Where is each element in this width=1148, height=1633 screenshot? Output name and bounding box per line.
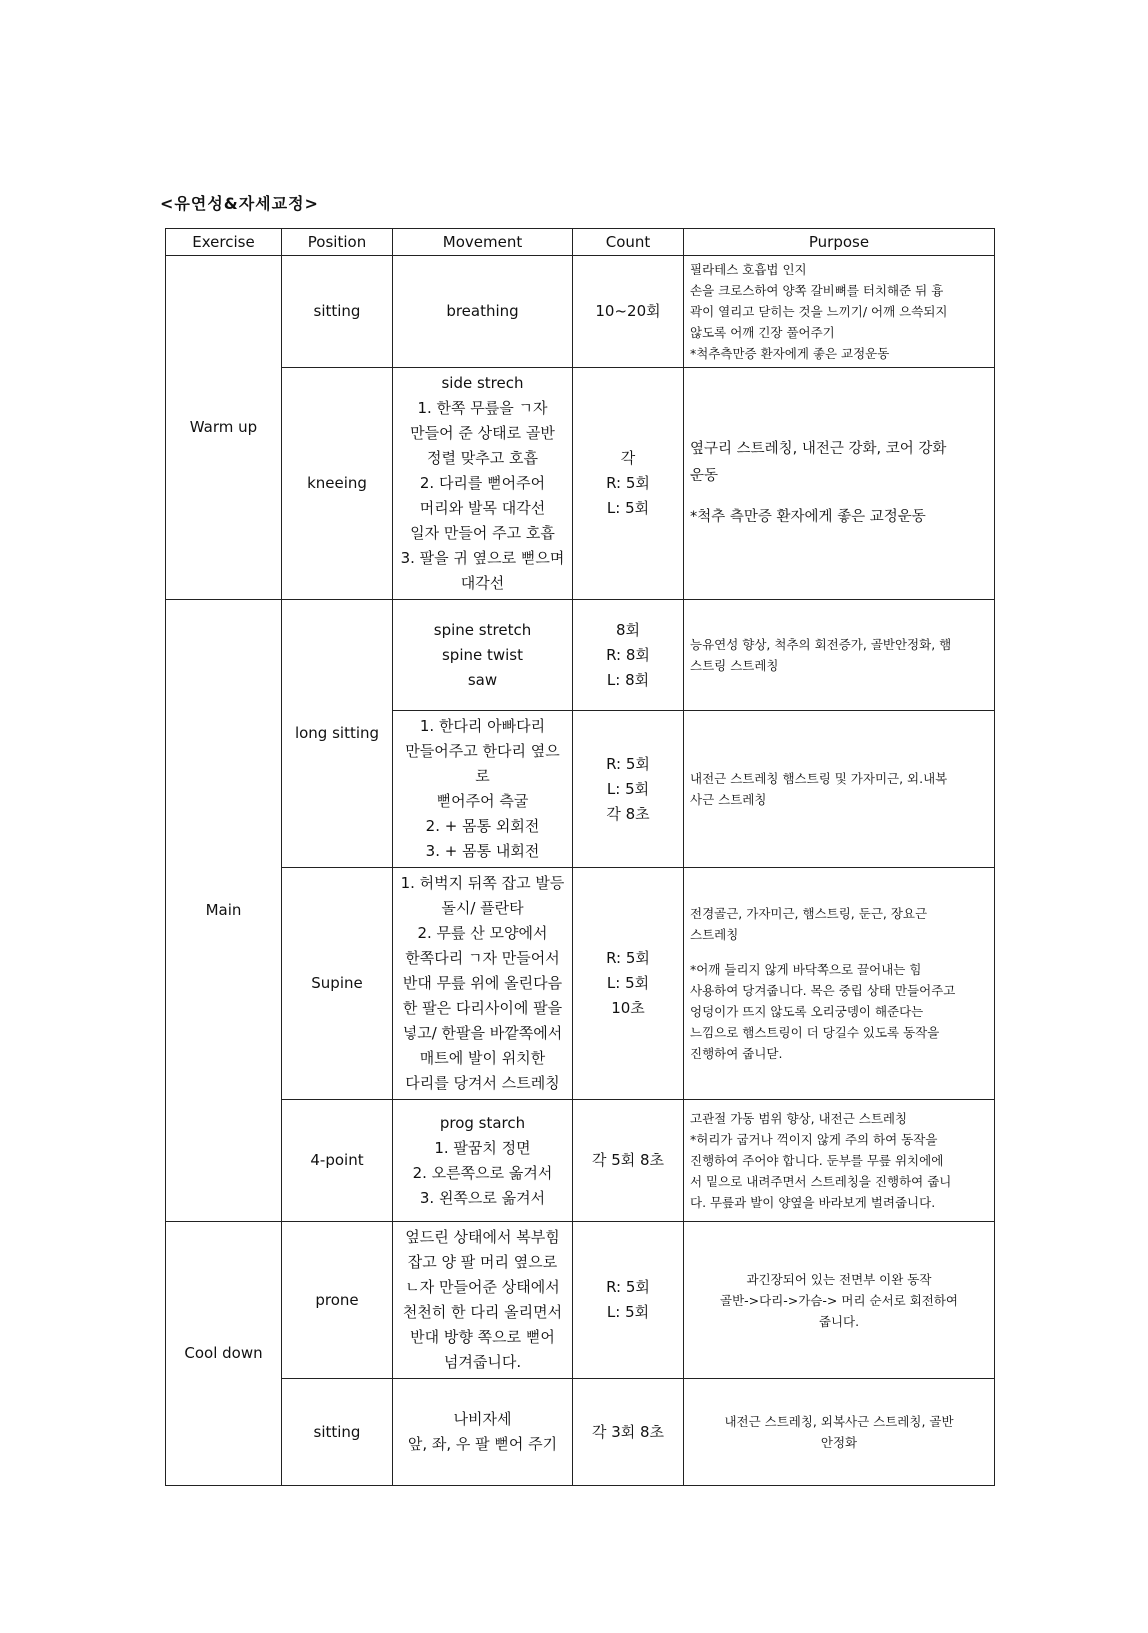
movement-line: 반대 무릎 위에 올린다음 xyxy=(402,974,563,992)
exercise-cell: Main xyxy=(166,600,282,1222)
count-cell xyxy=(573,868,684,1100)
movement-line: 1. 허벅지 뒤쪽 잡고 발등 xyxy=(400,874,565,892)
movement-cell xyxy=(393,868,573,1100)
purpose-note-line: 엉덩이가 뜨지 않도록 오리궁뎅이 해준다는 xyxy=(690,1004,924,1019)
movement-cell xyxy=(393,600,573,711)
purpose-line: 내전근 스트레칭, 외복사근 스트레칭, 골반 xyxy=(724,1414,954,1429)
position-cell: 4-point xyxy=(282,1100,393,1222)
exercise-cell: Warm up xyxy=(166,256,282,600)
purpose-note-line: 느낌으로 햄스트링이 더 당길수 있도록 동작을 xyxy=(690,1025,940,1040)
purpose-line: 곽이 열리고 닫히는 것을 느끼기/ 어깨 으쓱되지 xyxy=(690,304,948,319)
movement-line: 1. 팔꿈치 정면 xyxy=(434,1138,531,1157)
purpose-line: 능유연성 향상, 척추의 회전증가, 골반안정화, 햄 xyxy=(690,637,952,652)
position-cell: Supine xyxy=(282,868,393,1100)
movement-line: 머리와 발목 대각선 xyxy=(419,499,546,517)
count-cell xyxy=(573,600,684,711)
movement-line: 2. + 몸통 외회전 xyxy=(425,817,540,835)
movement-cell xyxy=(393,711,573,868)
purpose-line: 스트링 스트레칭 xyxy=(690,658,779,673)
purpose-cell xyxy=(684,600,995,711)
movement-line: 3. 왼쪽으로 옮겨서 xyxy=(419,1188,546,1207)
purpose-line: 고관절 가동 범위 향상, 내전근 스트레칭 xyxy=(690,1111,908,1126)
count-line: L: 5회 xyxy=(606,974,650,992)
movement-line: 만들어 준 상태로 골반 xyxy=(410,424,555,442)
table-row xyxy=(166,1222,995,1379)
purpose-line: 서 밑으로 내려주면서 스트레칭을 진행하여 줍니 xyxy=(690,1174,952,1189)
count-line: 각 5회 8초 xyxy=(591,1151,665,1169)
header-movement: Movement xyxy=(393,229,573,256)
spacer xyxy=(690,945,988,959)
spacer xyxy=(690,490,988,504)
movement-line: 반대 방향 쪽으로 뻗어 xyxy=(410,1328,555,1346)
table-row xyxy=(166,600,995,711)
position-cell: kneeing xyxy=(282,368,393,600)
purpose-note-line: 진행하여 줍니닫. xyxy=(690,1046,783,1061)
position-cell: sitting xyxy=(282,1379,393,1486)
count-cell xyxy=(573,1222,684,1379)
movement-cell xyxy=(393,256,573,368)
movement-line: 2. 무릎 산 모양에서 xyxy=(417,924,548,942)
count-line: 8회 xyxy=(615,620,641,639)
table-row xyxy=(166,256,995,368)
movement-line: 한 팔은 다리사이에 팔을 xyxy=(402,999,563,1017)
position-cell: long sitting xyxy=(282,600,393,868)
movement-line: 천천히 한 다리 올리면서 xyxy=(402,1303,563,1321)
table-row xyxy=(166,1100,995,1222)
count-line: L: 5회 xyxy=(606,779,650,798)
purpose-note-line: 사용하여 당겨줍니다. 목은 중립 상태 만들어주고 xyxy=(690,983,956,998)
purpose-line: 손을 크로스하여 양쪽 갈비뼈를 터치해준 뒤 흉 xyxy=(690,283,944,298)
purpose-line: 과긴장되어 있는 전면부 이완 동작 xyxy=(746,1271,932,1287)
purpose-line: 다. 무릎과 발이 양옆을 바라보게 벌려줍니다. xyxy=(690,1195,936,1210)
movement-line: 2. 다리를 뻗어주어 xyxy=(419,474,546,492)
purpose-line: 옆구리 스트레칭, 내전근 강화, 코어 강화 xyxy=(690,441,947,457)
purpose-cell xyxy=(684,256,995,368)
movement-line: saw xyxy=(467,670,498,689)
purpose-line: 전경골근, 가자미근, 햄스트링, 둔근, 장요근 xyxy=(690,906,928,921)
movement-line: 정렬 맞추고 호흡 xyxy=(427,449,538,467)
movement-line: spine stretch xyxy=(433,620,532,639)
count-line: R: 8회 xyxy=(606,645,650,664)
purpose-line: 골반->다리->가슴-> 머리 순서로 회전하여 xyxy=(720,1292,958,1308)
purpose-cell xyxy=(684,1100,995,1222)
movement-line: 나비자세 xyxy=(453,1410,512,1428)
movement-line: 3. + 몸통 내회전 xyxy=(425,842,540,860)
purpose-cell xyxy=(684,1222,995,1379)
count-cell xyxy=(573,368,684,600)
purpose-line: 스트레칭 xyxy=(690,927,739,942)
exercise-cell: Cool down xyxy=(166,1222,282,1486)
movement-line: 앞, 좌, 우 팔 뻗어 주기 xyxy=(407,1435,558,1453)
position-cell: sitting xyxy=(282,256,393,368)
count-line: 각 3회 8초 xyxy=(591,1422,665,1441)
count-cell xyxy=(573,1379,684,1486)
header-position: Position xyxy=(282,229,393,256)
count-line: R: 5회 xyxy=(606,474,650,492)
movement-line: breathing xyxy=(446,302,519,320)
movement-cell xyxy=(393,1222,573,1379)
movement-line: 넣고/ 한팔을 바깥쪽에서 xyxy=(402,1024,563,1042)
purpose-note-line: *어깨 들리지 않게 바닥쪽으로 끌어내는 힘 xyxy=(690,962,922,977)
movement-line: 1. 한다리 아빠다리 xyxy=(419,717,546,735)
table-header-row xyxy=(166,229,995,256)
purpose-cell xyxy=(684,1379,995,1486)
movement-cell xyxy=(393,1100,573,1222)
movement-line: 일자 만들어 주고 호흡 xyxy=(410,524,555,542)
count-line: 10~20회 xyxy=(595,302,661,320)
movement-line: 매트에 발이 위치한 xyxy=(419,1049,546,1067)
purpose-line: *척추측만증 환자에게 좋은 교정운동 xyxy=(690,346,890,361)
purpose-note: *척추 측만증 환자에게 좋은 교정운동 xyxy=(690,509,926,525)
count-line: 10초 xyxy=(611,999,645,1017)
movement-line: 잡고 양 팔 머리 옆으로 xyxy=(407,1253,558,1271)
movement-line: spine twist xyxy=(441,645,524,664)
table-row xyxy=(166,868,995,1100)
purpose-line: 않도록 어깨 긴장 풀어주기 xyxy=(690,325,835,340)
count-line: L: 5회 xyxy=(606,1303,650,1321)
header-exercise: Exercise xyxy=(166,229,282,256)
movement-line: prog starch xyxy=(439,1113,526,1132)
movement-line: 3. 팔을 귀 옆으로 뻗으며 xyxy=(400,549,565,567)
purpose-line: 필라테스 호흡법 인지 xyxy=(690,262,807,277)
movement-line: 돌시/ 플란타 xyxy=(441,899,524,917)
movement-cell xyxy=(393,1379,573,1486)
count-line: L: 5회 xyxy=(606,499,650,517)
count-line: R: 5회 xyxy=(606,754,650,773)
header-count: Count xyxy=(573,229,684,256)
movement-line: 엎드린 상태에서 복부힘 xyxy=(405,1228,560,1246)
purpose-line: 내전근 스트레칭 햄스트링 및 가자미근, 외.내복 xyxy=(690,771,948,786)
movement-line: 한쪽다리 ㄱ자 만들어서 xyxy=(405,949,560,967)
count-line: R: 5회 xyxy=(606,1278,650,1296)
movement-line: 다리를 당겨서 스트레칭 xyxy=(405,1074,560,1092)
count-line: R: 5회 xyxy=(606,949,650,967)
movement-line: 뻗어주어 측굴 xyxy=(436,792,529,810)
count-cell xyxy=(573,1100,684,1222)
purpose-line: 안정화 xyxy=(820,1435,858,1450)
purpose-line: 운동 xyxy=(690,468,719,484)
page-title: <유연성&자세교정> xyxy=(160,194,319,213)
purpose-line: 진행하여 주어야 합니다. 둔부를 무릎 위치에에 xyxy=(690,1153,944,1168)
count-line: 각 xyxy=(620,449,636,467)
movement-line: 넘겨줍니다. xyxy=(443,1353,522,1371)
position-cell: prone xyxy=(282,1222,393,1379)
count-line: L: 8회 xyxy=(606,670,650,689)
count-line: 각 8초 xyxy=(606,804,650,823)
purpose-cell xyxy=(684,368,995,600)
movement-line: 1. 한쪽 무릎을 ㄱ자 xyxy=(417,399,548,417)
header-purpose: Purpose xyxy=(684,229,995,256)
table-row xyxy=(166,1379,995,1486)
movement-line: 대각선 xyxy=(460,574,505,592)
movement-cell xyxy=(393,368,573,600)
purpose-line: 줍니다. xyxy=(818,1313,860,1329)
purpose-cell xyxy=(684,711,995,868)
movement-line: side strech xyxy=(441,374,524,392)
exercise-table xyxy=(165,228,995,1486)
purpose-line: 사근 스트레칭 xyxy=(690,792,767,807)
count-cell xyxy=(573,711,684,868)
table-row xyxy=(166,368,995,600)
purpose-cell xyxy=(684,868,995,1100)
movement-line: 만들어주고 한다리 옆으로 xyxy=(405,742,560,785)
purpose-line: *허리가 굽거나 꺽이지 않게 주의 하여 동작을 xyxy=(690,1132,938,1147)
movement-line: 2. 오른쪽으로 옮겨서 xyxy=(412,1163,553,1182)
movement-line: ㄴ자 만들어준 상태에서 xyxy=(405,1278,560,1296)
count-cell xyxy=(573,256,684,368)
